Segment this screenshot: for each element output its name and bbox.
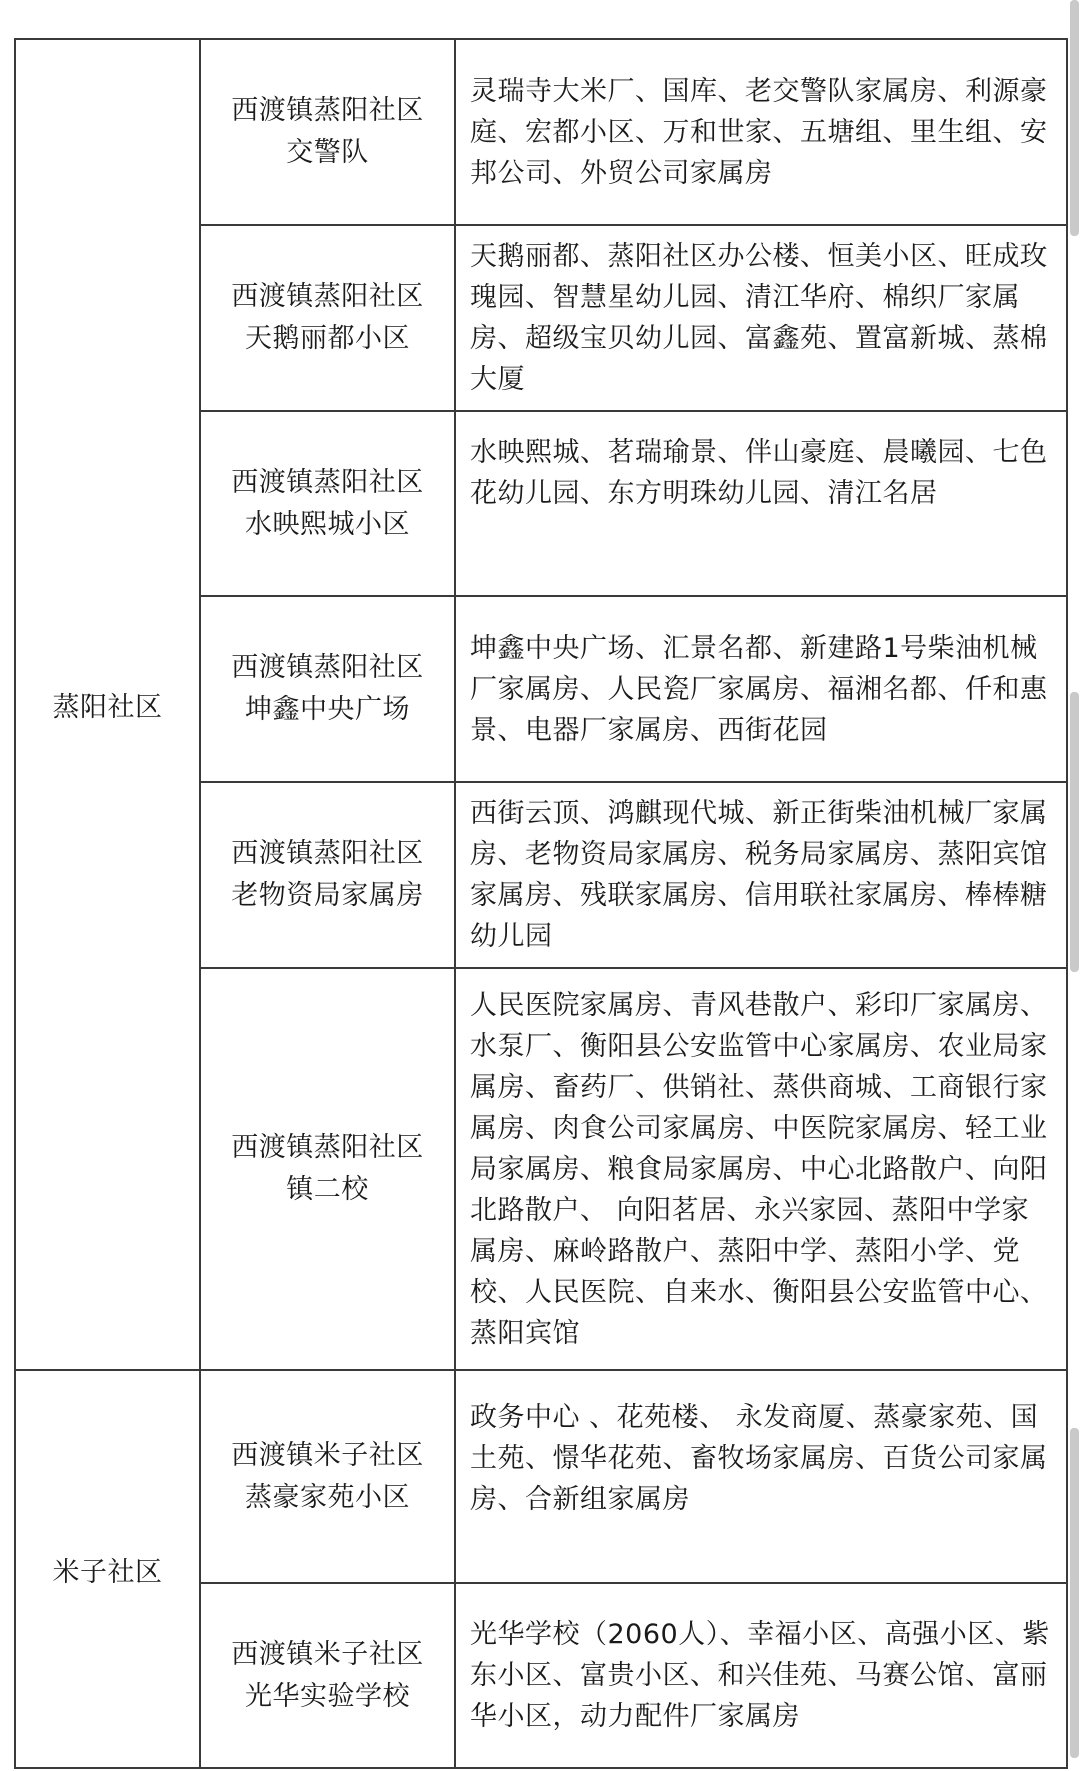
areas-text: 西街云顶、鸿麒现代城、新正街柴油机械厂家属房、老物资局家属房、税务局家属房、蒸阳宾馆家属房、残联家属房、信用联社家属房、棒棒糖幼儿园: [470, 798, 1048, 952]
unit-name-line1: 西渡镇蒸阳社区: [231, 466, 424, 498]
unit-cell: [200, 1583, 455, 1768]
unit-cell: [200, 782, 455, 968]
unit-name-line2: 蒸豪家苑小区: [245, 1481, 410, 1513]
community-name-cell: [15, 39, 200, 1370]
unit-name-line2: 老物资局家属房: [231, 880, 424, 911]
unit-cell: [200, 225, 455, 411]
top-margin: [0, 0, 1080, 38]
community-name-cell: [15, 1370, 200, 1768]
scrollbar-thumb[interactable]: [1070, 1428, 1079, 1758]
community-area-table-container: [14, 38, 1068, 1771]
areas-text: 坤鑫中央广场、汇景名都、新建路1号柴油机械厂家属房、人民瓷厂家属房、福湘名都、仟和惠景、电器厂家属房、西街花园: [470, 632, 1048, 746]
unit-name-line1: 西渡镇米子社区: [231, 1638, 424, 1670]
table-row: [15, 1370, 1067, 1583]
unit-name-line2: 交警队: [286, 137, 369, 168]
unit-name-line2: 水映熙城小区: [245, 508, 410, 540]
community-name: 米子社区: [52, 1556, 163, 1588]
unit-name-line1: 西渡镇蒸阳社区: [231, 281, 424, 312]
areas-text: 人民医院家属房、青风巷散户、彩印厂家属房、水泵厂、衡阳县公安监管中心家属房、农业局家属房、畜药厂、供销社、蒸供商城、工商银行家属房、肉食公司家属房、中医院家属房、轻工业局家属房、粮食局家属房、中心北路散户、向阳北路散户、 向阳茗居、永兴家园、蒸阳中学家属房、麻岭路散户、蒸阳中学、蒸阳小学、党校、人民医院、自来水、衡阳县公安监管中心、蒸阳宾馆: [470, 989, 1048, 1349]
areas-text: 水映熙城、茗瑞瑜景、伴山豪庭、晨曦园、七色花幼儿园、东方明珠幼儿园、清江名居: [470, 437, 1048, 509]
unit-name-line2: 镇二校: [286, 1174, 369, 1205]
scrollbar-thumb[interactable]: [1070, 692, 1079, 972]
unit-name-line2: 坤鑫中央广场: [245, 694, 410, 725]
areas-cell: [455, 225, 1067, 411]
unit-cell: [200, 968, 455, 1370]
unit-cell: [200, 39, 455, 225]
unit-name-line1: 西渡镇蒸阳社区: [231, 95, 424, 126]
areas-text: 天鹅丽都、蒸阳社区办公楼、恒美小区、旺成玫瑰园、智慧星幼儿园、清江华府、棉织厂家属房、超级宝贝幼儿园、富鑫苑、置富新城、蒸棉大厦: [470, 241, 1048, 395]
areas-cell: [455, 782, 1067, 968]
unit-cell: [200, 1370, 455, 1583]
areas-cell: [455, 39, 1067, 225]
unit-cell: [200, 411, 455, 596]
unit-name-line1: 西渡镇蒸阳社区: [231, 652, 424, 683]
community-name: 蒸阳社区: [52, 692, 163, 723]
areas-cell: [455, 1370, 1067, 1583]
unit-name-line1: 西渡镇蒸阳社区: [231, 1132, 424, 1163]
scrollbar-thumb[interactable]: [1070, 0, 1079, 236]
unit-name-line1: 西渡镇米子社区: [231, 1439, 424, 1471]
unit-cell: [200, 596, 455, 782]
community-area-table: [14, 38, 1068, 1769]
areas-text: 灵瑞寺大米厂、国库、老交警队家属房、利源豪庭、宏都小区、万和世家、五塘组、里生组、安邦公司、外贸公司家属房: [470, 75, 1048, 189]
areas-cell: [455, 1583, 1067, 1768]
areas-cell: [455, 968, 1067, 1370]
areas-text: 光华学校（2060人）、幸福小区、高强小区、紫东小区、富贵小区、和兴佳苑、马赛公馆、富丽华小区，动力配件厂家属房: [470, 1619, 1050, 1732]
areas-cell: [455, 411, 1067, 596]
unit-name-line2: 光华实验学校: [245, 1680, 410, 1712]
unit-name-line1: 西渡镇蒸阳社区: [231, 838, 424, 869]
unit-name-line2: 天鹅丽都小区: [245, 323, 410, 354]
areas-text: 政务中心 、花苑楼、 永发商厦、蒸豪家苑、国土苑、憬华花苑、畜牧场家属房、百货公司家属房、合新组家属房: [470, 1402, 1048, 1515]
table-row: [15, 39, 1067, 225]
areas-cell: [455, 596, 1067, 782]
